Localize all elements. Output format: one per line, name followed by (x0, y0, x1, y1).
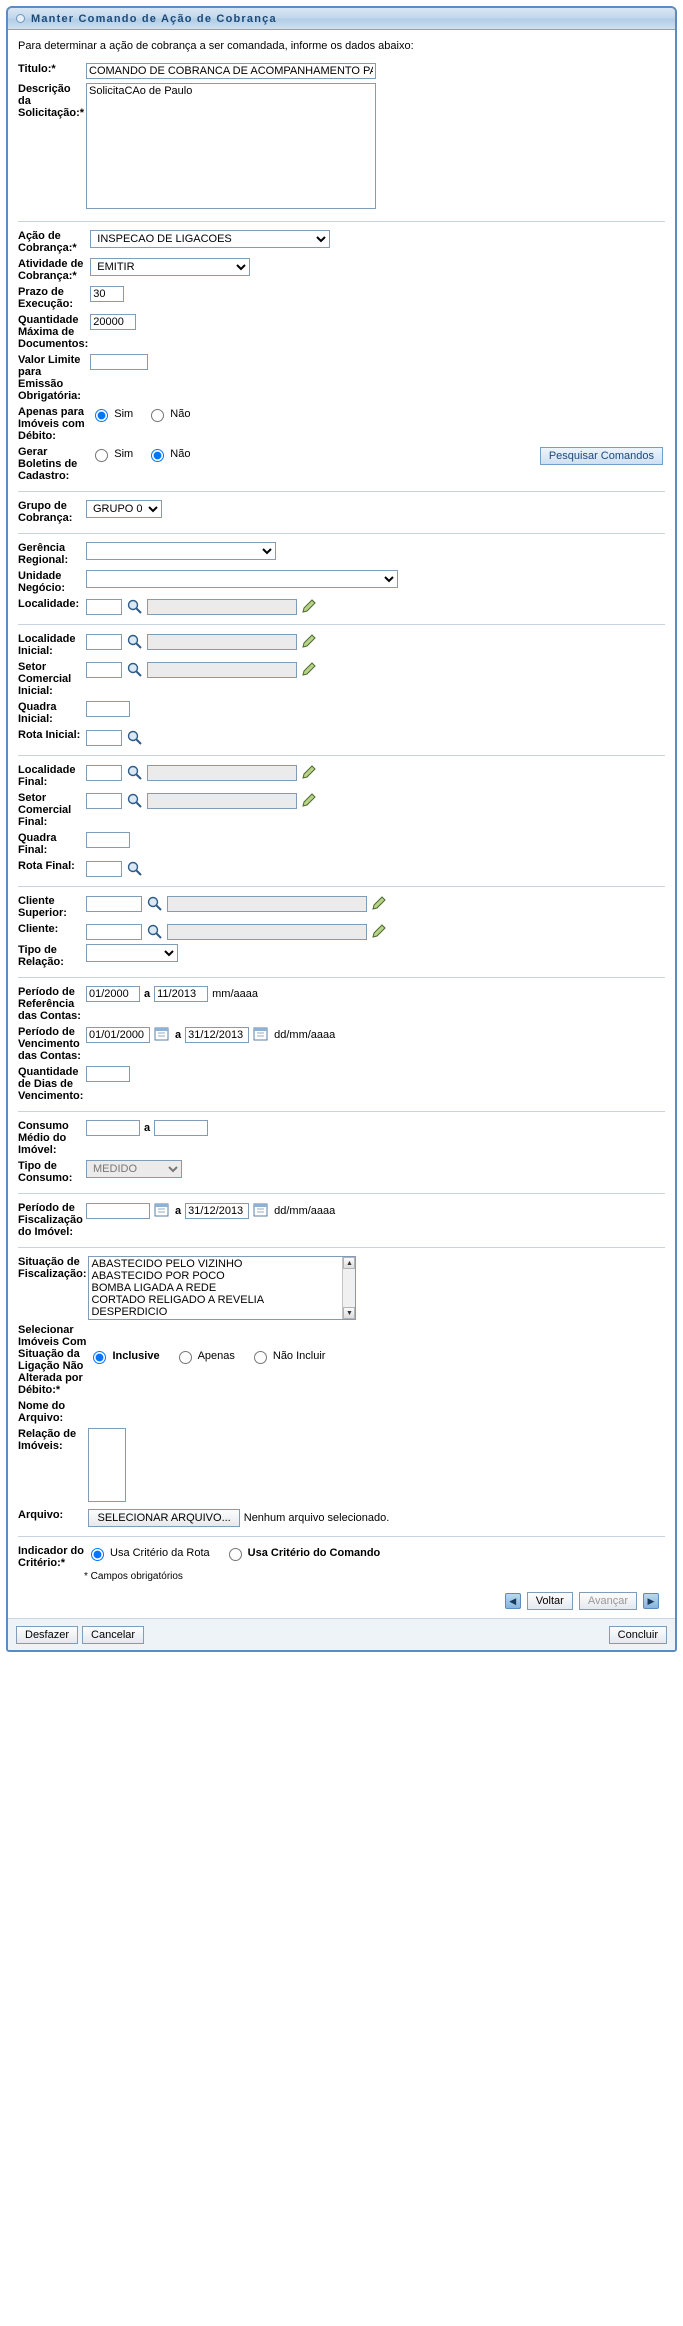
row-acao-cobranca (18, 228, 665, 256)
form-consumo (18, 1118, 665, 1186)
form-fiscalizacao (18, 1200, 665, 1240)
label-periodo-referencia: Período de Referência das Contas: (18, 986, 81, 1022)
search-icon[interactable] (126, 633, 143, 650)
list-item[interactable]: ABASTECIDO PELO VIZINHO (91, 1258, 243, 1270)
next-arrow-icon[interactable]: ▶ (643, 1593, 659, 1609)
valor-limite-input[interactable] (90, 354, 148, 370)
divider-4 (18, 624, 665, 625)
search-icon[interactable] (126, 764, 143, 781)
quadra-final-input[interactable] (86, 832, 130, 848)
search-icon[interactable] (146, 895, 163, 912)
row-tipo-consumo (18, 1158, 665, 1186)
gerar-boletins-nao-label: Não (170, 448, 191, 460)
clear-icon[interactable] (371, 923, 388, 940)
selecionar-imoveis-nao-incluir[interactable] (249, 1348, 326, 1364)
row-arquivo (18, 1507, 665, 1529)
atividade-select[interactable] (90, 258, 250, 276)
clear-icon[interactable] (301, 633, 318, 650)
row-consumo-medio (18, 1118, 665, 1158)
divider-3 (18, 533, 665, 534)
cancelar-button[interactable]: Cancelar (82, 1626, 144, 1644)
row-apenas-debito (18, 404, 665, 444)
list-item[interactable]: CORTADO RELIGADO A REVELIA (91, 1294, 265, 1306)
label-qtd-dias-vencimento: Quantidade de Dias de Vencimento: (18, 1066, 84, 1102)
tipo-consumo-select[interactable] (86, 1160, 182, 1178)
selecionar-imoveis-apenas-label: Apenas (197, 1350, 235, 1362)
consumo-medio-de-input[interactable] (86, 1120, 140, 1136)
gerar-boletins-nao[interactable] (146, 446, 190, 462)
selecionar-imoveis-inclusive-label: Inclusive (112, 1350, 160, 1362)
clear-icon[interactable] (301, 598, 318, 615)
search-icon[interactable] (126, 860, 143, 877)
setor-final-desc-input (147, 793, 297, 809)
label-gerencia-regional: Gerência Regional: (18, 542, 69, 566)
search-icon[interactable] (126, 661, 143, 678)
row-localidade-inicial (18, 631, 665, 659)
row-cliente (18, 921, 665, 942)
selecionar-imoveis-apenas-radio[interactable] (179, 1351, 192, 1364)
label-acao-cobranca: Ação de Cobrança:* (18, 230, 77, 254)
label-localidade-inicial: Localidade Inicial: (18, 633, 76, 657)
label-gerar-boletins: Gerar Boletins de Cadastro: (18, 446, 78, 482)
cliente-code-input[interactable] (86, 924, 142, 940)
scroll-down-icon[interactable]: ▼ (343, 1307, 355, 1319)
label-cliente-superior: Cliente Superior: (18, 895, 67, 919)
label-grupo-cobranca: Grupo de Cobrança: (18, 500, 73, 524)
row-nome-arquivo (18, 1398, 665, 1426)
row-rota-inicial (18, 727, 665, 748)
label-cliente: Cliente: (18, 923, 59, 935)
rota-final-input[interactable] (86, 861, 122, 877)
label-quadra-final: Quadra Final: (18, 832, 57, 856)
cliente-superior-desc-input (167, 896, 367, 912)
label-tipo-consumo: Tipo de Consumo: (18, 1160, 73, 1184)
apenas-debito-nao[interactable] (146, 406, 190, 422)
gerar-boletins-sim-radio[interactable] (95, 449, 108, 462)
divider-6 (18, 886, 665, 887)
cliente-desc-input (167, 924, 367, 940)
search-icon[interactable] (146, 923, 163, 940)
label-prazo: Prazo de Execução: (18, 286, 74, 310)
label-localidade: Localidade: (18, 598, 80, 610)
label-titulo: Titulo:* (18, 63, 56, 75)
bottom-right-actions (609, 1625, 667, 1644)
localidade-desc-input (147, 599, 297, 615)
list-item[interactable]: BOMBA LIGADA A REDE (91, 1282, 217, 1294)
setor-inicial-code-input[interactable] (86, 662, 122, 678)
gerar-boletins-sim[interactable] (90, 446, 133, 462)
periodo-vencimento-hint: dd/mm/aaaa (274, 1028, 336, 1041)
form-acao (18, 228, 665, 484)
cliente-superior-code-input[interactable] (86, 896, 142, 912)
label-qtd-max-doc: Quantidade Máxima de Documentos: (18, 314, 89, 350)
search-icon[interactable] (126, 792, 143, 809)
clear-icon[interactable] (301, 792, 318, 809)
voltar-button[interactable]: Voltar (527, 1592, 573, 1610)
calendar-icon[interactable] (154, 1026, 171, 1043)
arquivo-status-text: Nenhum arquivo selecionado. (243, 1512, 390, 1524)
selecionar-imoveis-inclusive-radio[interactable] (93, 1351, 106, 1364)
divider-8 (18, 1111, 665, 1112)
criterio-rota-label: Usa Critério da Rota (110, 1547, 210, 1559)
main-form (18, 61, 665, 214)
setor-final-code-input[interactable] (86, 793, 122, 809)
prev-arrow-icon[interactable]: ◀ (505, 1593, 521, 1609)
clear-icon[interactable] (371, 895, 388, 912)
periodo-referencia-sep: a (144, 988, 151, 1000)
wizard-nav (18, 1582, 665, 1618)
form-inicial (18, 631, 665, 748)
calendar-icon[interactable] (154, 1202, 171, 1219)
row-grupo-cobranca (18, 498, 665, 526)
label-apenas-debito: Apenas para Imóveis com Débito: (18, 406, 85, 442)
search-icon[interactable] (126, 729, 143, 746)
row-prazo (18, 284, 665, 312)
qtd-max-doc-input[interactable] (90, 314, 136, 330)
list-item[interactable]: ABASTECIDO POR POCO (91, 1270, 225, 1282)
calendar-icon[interactable] (253, 1026, 270, 1043)
selecionar-arquivo-button[interactable]: SELECIONAR ARQUIVO... (88, 1509, 239, 1527)
label-localidade-final: Localidade Final: (18, 764, 76, 788)
descricao-textarea[interactable] (86, 83, 376, 209)
label-unidade-negocio: Unidade Negócio: (18, 570, 66, 594)
label-descricao: Descrição da Solicitação:* (18, 83, 85, 119)
row-periodo-vencimento (18, 1024, 665, 1064)
selecionar-imoveis-nao-incluir-label: Não Incluir (272, 1350, 326, 1362)
divider-2 (18, 491, 665, 492)
setor-inicial-desc-input (147, 662, 297, 678)
row-qtd-dias-vencimento (18, 1064, 665, 1104)
bottom-left-actions (16, 1626, 144, 1644)
row-tipo-relacao (18, 942, 665, 970)
periodo-fiscalizacao-de-input[interactable] (86, 1203, 150, 1219)
row-periodo-fiscalizacao (18, 1200, 665, 1240)
pesquisar-comandos-button[interactable]: Pesquisar Comandos (540, 447, 663, 465)
form-criterio (18, 1543, 665, 1571)
divider-9 (18, 1193, 665, 1194)
relacao-imoveis-textarea[interactable] (88, 1428, 126, 1502)
grupo-cobranca-select[interactable] (86, 500, 162, 518)
label-rota-final: Rota Final: (18, 860, 75, 872)
prazo-input[interactable] (90, 286, 124, 302)
row-rota-final (18, 858, 665, 879)
gerar-boletins-sim-label: Sim (114, 448, 134, 460)
consumo-medio-sep: a (144, 1122, 151, 1134)
desfazer-button[interactable]: Desfazer (16, 1626, 78, 1644)
rota-inicial-input[interactable] (86, 730, 122, 746)
criterio-rota[interactable] (86, 1545, 210, 1561)
label-setor-comercial-inicial: Setor Comercial Inicial: (18, 661, 72, 697)
form-cliente (18, 893, 665, 970)
label-selecionar-imoveis: Selecionar Imóveis Com Situação da Ligação Não Alterada por Débito:* (18, 1324, 87, 1396)
divider-10 (18, 1247, 665, 1248)
label-relacao-imoveis: Relação de Imóveis: (18, 1428, 77, 1452)
criterio-rota-radio[interactable] (91, 1548, 104, 1561)
row-relacao-imoveis (18, 1426, 665, 1507)
form-grupo (18, 498, 665, 526)
criterio-comando[interactable] (224, 1545, 381, 1561)
localidade-final-desc-input (147, 765, 297, 781)
row-gerar-boletins (18, 444, 665, 484)
localidade-inicial-desc-input (147, 634, 297, 650)
row-indicador-criterio (18, 1543, 665, 1571)
calendar-icon[interactable] (253, 1202, 270, 1219)
label-arquivo: Arquivo: (18, 1509, 64, 1521)
label-tipo-relacao: Tipo de Relação: (18, 944, 64, 968)
scroll-up-icon[interactable]: ▲ (343, 1257, 355, 1269)
label-valor-limite: Valor Limite para Emissão Obrigatória: (18, 354, 81, 402)
row-quadra-inicial (18, 699, 665, 727)
row-descricao (18, 81, 665, 214)
row-setor-comercial-inicial (18, 659, 665, 699)
situacao-fiscalizacao-listbox[interactable] (88, 1256, 356, 1320)
row-localidade (18, 596, 665, 617)
application-window (6, 6, 677, 1652)
qtd-dias-vencimento-input[interactable] (86, 1066, 130, 1082)
label-atividade: Atividade de Cobrança:* (18, 258, 84, 282)
row-qtd-max-doc (18, 312, 665, 352)
row-quadra-final (18, 830, 665, 858)
periodo-referencia-ate-input[interactable] (154, 986, 208, 1002)
avancar-button: Avançar (579, 1592, 637, 1610)
label-setor-comercial-final: Setor Comercial Final: (18, 792, 72, 828)
apenas-debito-sim-radio[interactable] (95, 409, 108, 422)
window-title: Manter Comando de Ação de Cobrança (31, 12, 277, 25)
periodo-vencimento-de-input[interactable] (86, 1027, 150, 1043)
row-gerencia-regional (18, 540, 665, 568)
required-note: * Campos obrigatórios (84, 1571, 183, 1582)
row-atividade (18, 256, 665, 284)
form-localizacao (18, 540, 665, 617)
row-periodo-referencia (18, 984, 665, 1024)
periodo-fiscalizacao-sep: a (175, 1204, 182, 1217)
gerencia-regional-select[interactable] (86, 542, 276, 560)
divider-11 (18, 1536, 665, 1537)
selecionar-imoveis-inclusive[interactable] (88, 1348, 159, 1364)
divider-5 (18, 755, 665, 756)
label-periodo-fiscalizacao: Período de Fiscalização do Imóvel: (18, 1202, 83, 1238)
unidade-negocio-select[interactable] (86, 570, 398, 588)
divider-1 (18, 221, 665, 222)
quadra-inicial-input[interactable] (86, 701, 130, 717)
tipo-relacao-select[interactable] (86, 944, 178, 962)
titulo-input[interactable] (86, 63, 376, 79)
form-final (18, 762, 665, 879)
form-periodos (18, 984, 665, 1104)
acao-cobranca-select[interactable] (90, 230, 330, 248)
localidade-code-input[interactable] (86, 599, 122, 615)
label-quadra-inicial: Quadra Inicial: (18, 701, 57, 725)
periodo-fiscalizacao-hint: dd/mm/aaaa (274, 1204, 336, 1217)
label-indicador-criterio: Indicador do Critério:* (18, 1545, 84, 1569)
label-periodo-vencimento: Período de Vencimento das Contas: (18, 1026, 81, 1062)
clear-icon[interactable] (301, 661, 318, 678)
label-nome-arquivo: Nome do Arquivo: (18, 1400, 66, 1424)
periodo-vencimento-sep: a (175, 1028, 182, 1041)
apenas-debito-sim-label: Sim (114, 408, 134, 420)
label-consumo-medio: Consumo Médio do Imóvel: (18, 1120, 69, 1156)
bottom-action-bar (8, 1618, 675, 1650)
listbox-scrollbar[interactable] (342, 1257, 355, 1319)
row-cliente-superior (18, 893, 665, 921)
label-situacao-fiscalizacao: Situação de Fiscalização: (18, 1256, 87, 1280)
label-rota-inicial: Rota Inicial: (18, 729, 81, 741)
periodo-referencia-hint: mm/aaaa (212, 988, 258, 1000)
periodo-referencia-de-input[interactable] (86, 986, 140, 1002)
localidade-inicial-code-input[interactable] (86, 634, 122, 650)
row-setor-comercial-final (18, 790, 665, 830)
apenas-debito-nao-radio[interactable] (151, 409, 164, 422)
apenas-debito-sim[interactable] (90, 406, 133, 422)
form-instruction: Para determinar a ação de cobrança a ser comandada, informe os dados abaixo: (18, 40, 414, 52)
situacao-fiscalizacao-options (89, 1257, 355, 1319)
row-unidade-negocio (18, 568, 665, 596)
selecionar-imoveis-apenas[interactable] (174, 1348, 235, 1364)
periodo-vencimento-ate-input[interactable] (185, 1027, 249, 1043)
row-selecionar-imoveis (18, 1322, 665, 1398)
concluir-button[interactable]: Concluir (609, 1626, 667, 1644)
apenas-debito-nao-label: Não (170, 408, 191, 420)
list-item[interactable]: DESPERDICIO (91, 1306, 168, 1318)
divider-7 (18, 977, 665, 978)
criterio-comando-radio[interactable] (229, 1548, 242, 1561)
form-body (8, 30, 675, 1618)
window-menu-icon[interactable] (16, 14, 25, 23)
form-situacao (18, 1254, 665, 1529)
row-titulo (18, 61, 665, 81)
search-icon[interactable] (126, 598, 143, 615)
row-localidade-final (18, 762, 665, 790)
selecionar-imoveis-nao-incluir-radio[interactable] (254, 1351, 267, 1364)
criterio-comando-label: Usa Critério do Comando (247, 1547, 381, 1559)
gerar-boletins-nao-radio[interactable] (151, 449, 164, 462)
consumo-medio-ate-input[interactable] (154, 1120, 208, 1136)
localidade-final-code-input[interactable] (86, 765, 122, 781)
row-situacao-fiscalizacao (18, 1254, 665, 1322)
clear-icon[interactable] (301, 764, 318, 781)
window-titlebar (8, 8, 675, 30)
row-valor-limite (18, 352, 665, 404)
periodo-fiscalizacao-ate-input[interactable] (185, 1203, 249, 1219)
